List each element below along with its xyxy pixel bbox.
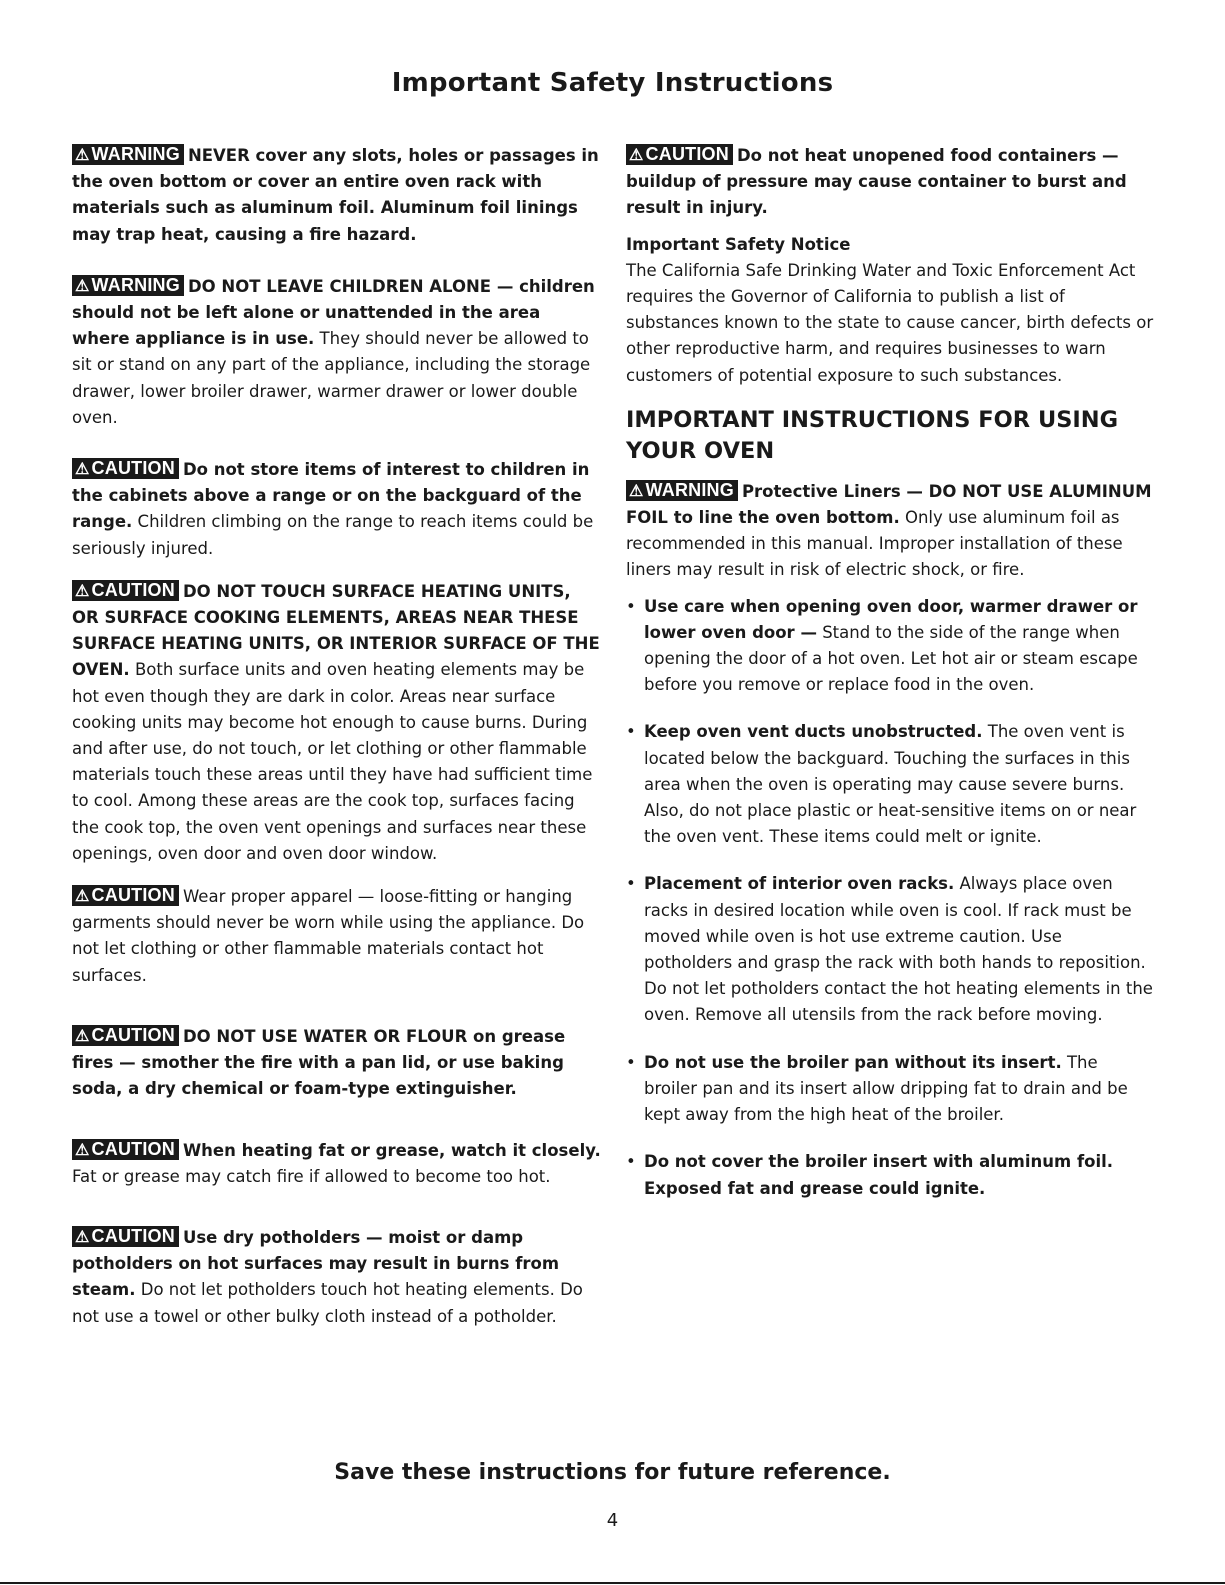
warning-triangle-icon: ⚠ bbox=[629, 147, 644, 164]
caution-badge: ⚠ CAUTION bbox=[72, 458, 179, 479]
caution-badge: ⚠ CAUTION bbox=[72, 1226, 179, 1247]
caution-paragraph-grease-fires: ⚠ CAUTION DO NOT USE WATER OR FLOUR on grease fires — smother the fire with a pan lid, or use baking soda, a dry chemical or foam-type extinguisher. bbox=[72, 1024, 566, 1099]
warning-paragraph-children: ⚠ WARNING DO NOT LEAVE CHILDREN ALONE — children should not be left alone or unattended in the area where appliance is in use. They should never be allowed to sit or stand on any part of the appliance, including the storage drawer, lower broiler drawer, warmer drawer or lower double oven. bbox=[72, 274, 595, 427]
warning-badge: ⚠ WARNING bbox=[72, 275, 184, 296]
caution-badge: ⚠ CAUTION bbox=[626, 144, 733, 165]
bullet-item: • Do not cover the broiler insert with aluminum foil. Exposed fat and grease could ignite. bbox=[626, 1149, 1154, 1201]
warning-triangle-icon: ⚠ bbox=[629, 482, 644, 500]
bullet-dot: • bbox=[626, 1052, 636, 1072]
bullet-item: • Placement of interior oven racks. Always place oven racks in desired location while oven is cool. If rack must be moved while oven is hot use extreme caution. Use potholders and grasp the rack with both hands to reposition. Do not let potholders contact the hot heating elements in the oven. Remove all utensils from the rack before moving. bbox=[626, 871, 1154, 1028]
bullet-item: • Use care when opening oven door, warmer drawer or lower oven door — Stand to the side of the range when opening the door of a hot oven. Let hot air or steam escape before you remove or replace food in the oven. bbox=[626, 594, 1154, 699]
warning-triangle-icon: ⚠ bbox=[75, 277, 90, 295]
warning-triangle-icon: ⚠ bbox=[75, 1141, 90, 1159]
bullet-dot: • bbox=[626, 596, 636, 616]
caution-paragraph-containers: ⚠ CAUTION Do not heat unopened food containers — buildup of pressure may cause container to burst and result in injury. bbox=[626, 144, 1127, 218]
safety-notice-title: Important Safety Notice bbox=[626, 234, 851, 254]
safety-notice-text: The California Safe Drinking Water and Toxic Enforcement Act requires the Governor of California to publish a list of substances known to the state to cause cancer, birth defects or other reproductive harm, and requires businesses to warn customers of potential exposure to such substances. bbox=[626, 260, 1154, 385]
caution-badge: ⚠ CAUTION bbox=[72, 580, 179, 601]
caution-badge: ⚠ CAUTION bbox=[72, 1139, 179, 1160]
caution-paragraph-heating-fat: ⚠ CAUTION When heating fat or grease, watch it closely. Fat or grease may catch fire if allowed to become too hot. bbox=[72, 1138, 601, 1186]
warning-triangle-icon: ⚠ bbox=[75, 147, 90, 164]
right-column bbox=[626, 143, 1154, 1202]
warning-paragraph-liners: ⚠ WARNING Protective Liners — DO NOT USE ALUMINUM FOIL to line the oven bottom. Only use aluminum foil as recommended in this manual. Improper installation of these liners may result in risk of electric shock, or fire. bbox=[626, 479, 1152, 580]
bullet-dot: • bbox=[626, 874, 636, 894]
bottom-divider bbox=[0, 1582, 1225, 1584]
bullet-item: • Keep oven vent ducts unobstructed. The oven vent is located below the backguard. Touching the surfaces in this area when the oven is operating may cause severe burns. Also, do not place plastic or heat-sensitive items on or near the oven vent. These items could melt or ignite. bbox=[626, 719, 1154, 850]
page-number: 4 bbox=[606, 1510, 619, 1531]
caution-paragraph-potholders: ⚠ CAUTION Use dry potholders — moist or damp potholders on hot surfaces may result in burns from steam. Do not let potholders touch hot heating elements. Do not use a towel or other bulky cloth instead of a potholder. bbox=[72, 1225, 583, 1326]
caution-badge: ⚠ CAUTION bbox=[72, 885, 179, 906]
caution-paragraph-cabinets: ⚠ CAUTION Do not store items of interest to children in the cabinets above a range or on the backguard of the range. Children climbing on the range to reach items could be seriously injured. bbox=[72, 458, 594, 558]
warning-triangle-icon: ⚠ bbox=[75, 888, 90, 906]
section-heading: IMPORTANT INSTRUCTIONS FOR USING YOUR OVEN bbox=[626, 406, 1119, 464]
page-title: Important Safety Instructions bbox=[391, 68, 834, 98]
warning-badge: ⚠ WARNING bbox=[72, 144, 184, 165]
bullet-dot: • bbox=[626, 722, 636, 742]
bullet-dot: • bbox=[626, 1152, 636, 1172]
caution-paragraph-surface-heating: ⚠ CAUTION DO NOT TOUCH SURFACE HEATING UNITS, OR SURFACE COOKING ELEMENTS, AREAS NEAR THESE SURFACE HEATING UNITS, OR INTERIOR SURFACE OF THE OVEN. Both surface units and oven heating elements may be hot even though they are dark in color. Areas near surface cooking units may become hot enough to cause burns. During and after use, do not touch, or let clothing or other flammable materials touch these areas until they have had sufficient time to cool. Among these areas are the cook top, surfaces facing the cook top, the oven vent openings and surfaces near these openings, oven door and oven door window. bbox=[72, 579, 600, 863]
footer-note: Save these instructions for future reference. bbox=[334, 1460, 891, 1485]
warning-triangle-icon: ⚠ bbox=[75, 582, 90, 600]
caution-badge: ⚠ CAUTION bbox=[72, 1025, 179, 1046]
caution-paragraph-apparel: ⚠ CAUTION Wear proper apparel — loose-fitting or hanging garments should never be worn while using the appliance. Do not let clothing or other flammable materials contact hot surfaces. bbox=[72, 885, 585, 985]
left-column bbox=[72, 143, 602, 1330]
warning-badge: ⚠ WARNING bbox=[626, 480, 738, 501]
warning-triangle-icon: ⚠ bbox=[75, 1027, 90, 1045]
warning-triangle-icon: ⚠ bbox=[75, 1228, 90, 1246]
warning-triangle-icon: ⚠ bbox=[75, 461, 90, 479]
bullet-item: • Do not use the broiler pan without its insert. The broiler pan and its insert allow dripping fat to drain and be kept away from the high heat of the broiler. bbox=[626, 1050, 1154, 1129]
warning-paragraph-foil: ⚠ WARNING NEVER cover any slots, holes or passages in the oven bottom or cover an entire oven rack with materials such as aluminum foil. Aluminum foil linings may trap heat, causing a fire hazard. bbox=[72, 144, 599, 244]
